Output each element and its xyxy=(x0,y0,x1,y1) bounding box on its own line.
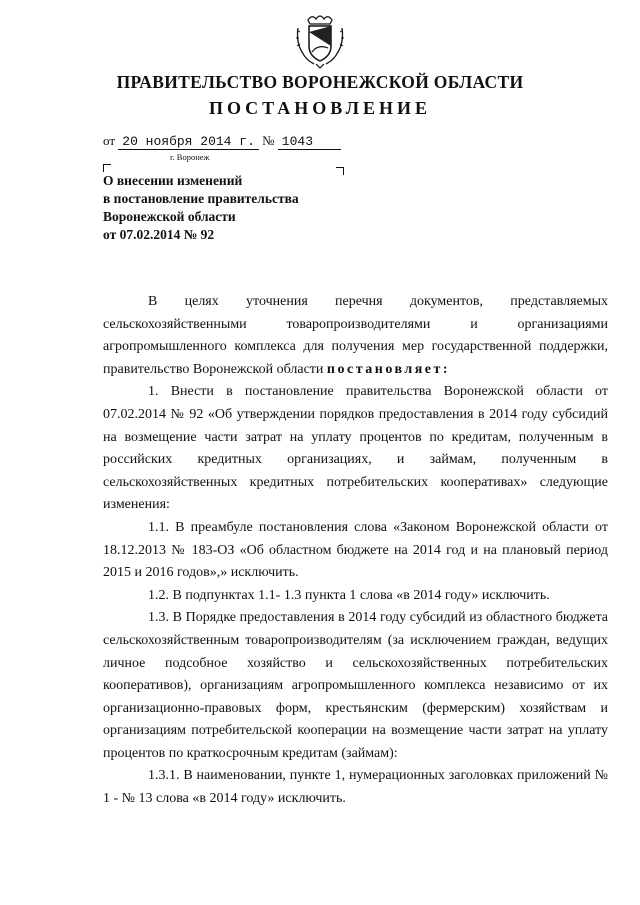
preamble-paragraph xyxy=(103,291,608,381)
dateline xyxy=(103,133,341,150)
subject-line: О внесении изменений xyxy=(103,173,243,188)
document-number: 1043 xyxy=(278,134,341,150)
paragraph-1-3-1: 1.3.1. В наименовании, пункте 1, нумерационных заголовках приложений № 1 - № 13 слова «в 2014 году» исключить. xyxy=(103,768,608,807)
subject-bracket-right xyxy=(336,167,344,175)
subject-line: от 07.02.2014 № 92 xyxy=(103,227,215,242)
paragraph-1-3: 1.3. В Порядке предоставления в 2014 году субсидий из областного бюджета сельскохозяйственным товаропроизводителям (за исключением граждан, ведущих личное подсобное хозяйство и сельскохозяйственных потребительских кооперативов), организациям агропромышленного комплекса независимо от их организационно-правовых форм, крестьянским (фермерским) хозяйствам и организациям потребительской кооперации на возмещение части затрат на уплату процентов по краткосрочным кредитам (займам): xyxy=(103,610,608,761)
number-label: № xyxy=(262,133,275,148)
city: г. Воронеж xyxy=(170,152,210,162)
coat-of-arms-icon xyxy=(294,12,346,70)
document-date: 20 ноября 2014 г. xyxy=(118,134,259,150)
paragraph-1: 1. Внести в постановление правительства Воронежской области от 07.02.2014 № 92 «Об утверждении порядков предоставления в 2014 году субсидий на возмещение части затрат на уплату процентов по кредитам, полученным в российских кредитных организациях, и займам, полученным в сельскохозяйственных кредитных потребительских кооперативах» следующие изменения: xyxy=(103,384,608,513)
subject-bracket-left xyxy=(103,164,111,172)
resolution-keyword: постановляет: xyxy=(326,361,451,377)
from-label: от xyxy=(103,133,116,148)
paragraph-1-1: 1.1. В преамбуле постановления слова «Законом Воронежской области от 18.12.2013 № 183-ОЗ «Об областном бюджете на 2014 год и на плановый период 2015 и 2016 годов»,» исключить. xyxy=(103,519,608,581)
document-body xyxy=(103,291,608,811)
government-name: ПРАВИТЕЛЬСТВО ВОРОНЕЖСКОЙ ОБЛАСТИ xyxy=(116,72,524,92)
preamble-text: В целях уточнения перечня документов, представляемых сельскохозяйственными товаропроизводителями и организациями агропромышленного комплекса для получения мер государственной поддержки, правительство Воронежской области xyxy=(103,294,608,377)
document-type: ПОСТАНОВЛЕНИЕ xyxy=(208,98,432,118)
paragraph-1-2: 1.2. В подпунктах 1.1- 1.3 пункта 1 слова «в 2014 году» исключить. xyxy=(148,587,550,603)
subject-line: в постановление правительства xyxy=(103,191,299,206)
subject-line: Воронежской области xyxy=(103,209,236,224)
document-subject xyxy=(103,172,299,244)
